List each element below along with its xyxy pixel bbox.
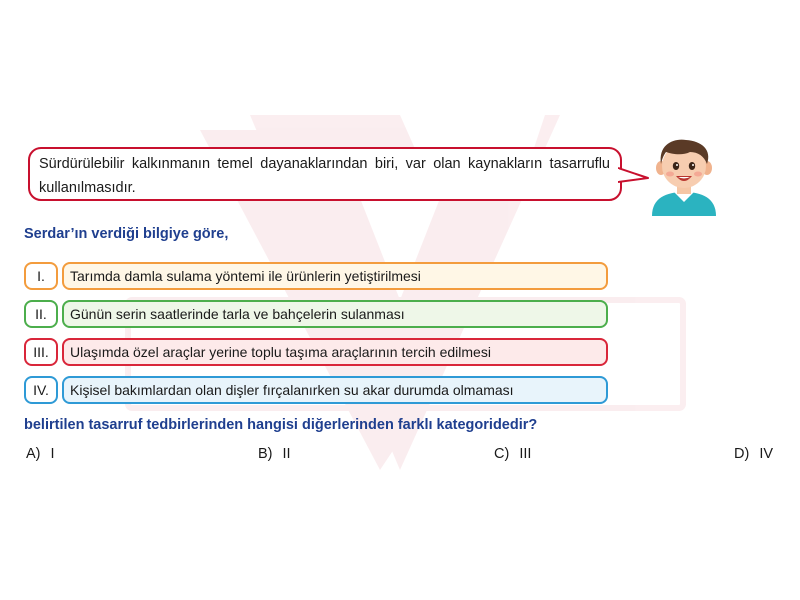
statement-row-1 xyxy=(24,262,610,290)
statement-text: Tarımda damla sulama yöntemi ile ürünlerin yetiştirilmesi xyxy=(62,262,608,290)
statement-number: III. xyxy=(24,338,58,366)
statement-text: Ulaşımda özel araçlar yerine toplu taşıma araçlarının tercih edilmesi xyxy=(62,338,608,366)
option-a[interactable] xyxy=(26,446,55,462)
option-letter: A) xyxy=(26,446,41,462)
option-b[interactable] xyxy=(258,446,291,462)
question-lead: Serdar’ın verdiği bilgiye göre, xyxy=(24,226,229,242)
boy-avatar-icon xyxy=(646,136,722,216)
statement-row-4 xyxy=(24,376,610,404)
option-value: I xyxy=(50,446,55,462)
option-letter: B) xyxy=(258,446,273,462)
statement-number: IV. xyxy=(24,376,58,404)
statement-text: Kişisel bakımlardan olan dişler fırçalanırken su akar durumda olmaması xyxy=(62,376,608,404)
option-c[interactable] xyxy=(494,446,531,462)
option-value: III xyxy=(519,446,532,462)
statement-row-3 xyxy=(24,338,610,366)
statement-number: I. xyxy=(24,262,58,290)
statement-row-2 xyxy=(24,300,610,328)
option-value: IV xyxy=(759,446,774,462)
option-letter: C) xyxy=(494,446,510,462)
option-letter: D) xyxy=(734,446,750,462)
speech-bubble xyxy=(28,147,622,201)
option-value: II xyxy=(282,446,291,462)
statement-text: Günün serin saatlerinde tarla ve bahçelerin sulanması xyxy=(62,300,608,328)
speech-bubble-text: Sürdürülebilir kalkınmanın temel dayanaklarından biri, var olan kaynakların tasarruflu kullanılmasıdır. xyxy=(39,156,610,196)
statement-number: II. xyxy=(24,300,58,328)
option-d[interactable] xyxy=(734,446,773,462)
question-stem: belirtilen tasarruf tedbirlerinden hangisi diğerlerinden farklı kategoridedir? xyxy=(24,417,538,433)
